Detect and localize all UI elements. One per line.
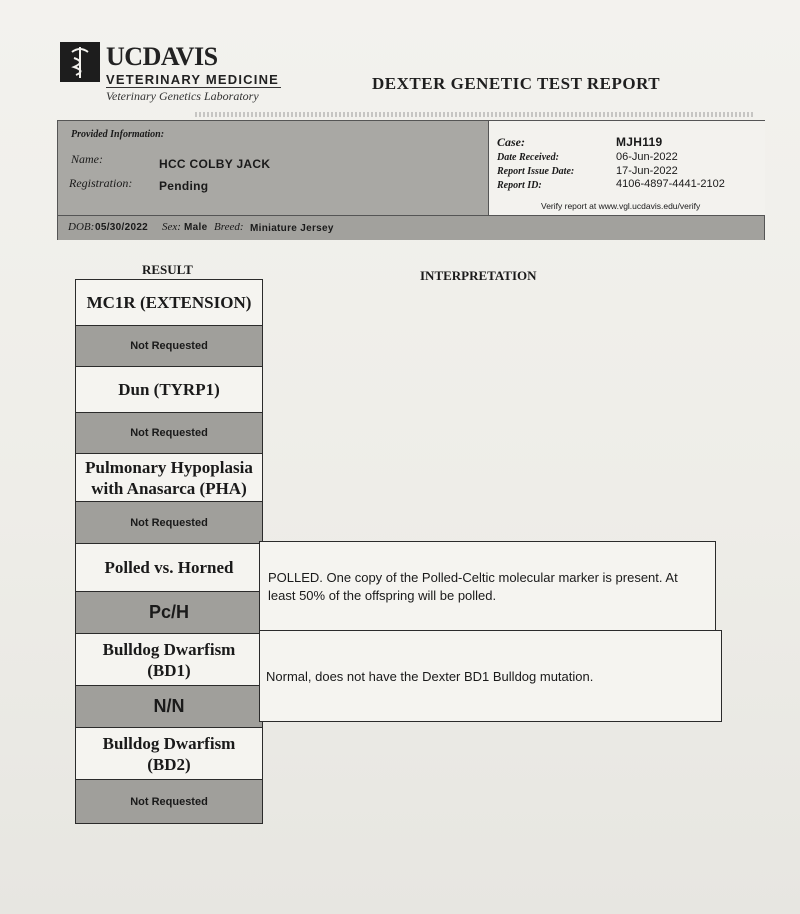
name-label: Name:: [71, 152, 103, 166]
date-received-label: Date Received:: [497, 152, 559, 163]
test-result-dun: Not Requested: [76, 413, 262, 454]
interpretation-bd1-text: Normal, does not have the Dexter BD1 Bulldog mutation.: [266, 669, 594, 684]
test-result-pha: Not Requested: [76, 502, 262, 544]
registration-label: Registration:: [69, 176, 133, 190]
breed-label: Breed:: [214, 221, 244, 233]
test-name-pha: Pulmonary Hypoplasia with Anasarca (PHA): [76, 454, 262, 502]
ucdavis-logo: [60, 42, 290, 106]
test-result-bd2: Not Requested: [76, 780, 262, 824]
test-name-dun: Dun (TYRP1): [76, 367, 262, 413]
animal-info-panel: [58, 121, 488, 215]
sex-label: Sex:: [162, 221, 181, 233]
case-info-panel: [488, 121, 765, 215]
test-result-bd1: N/N: [76, 686, 262, 728]
dob-sex-breed-bar: [58, 215, 764, 240]
report-id-value: 4106-4897-4441-2102: [616, 178, 725, 190]
caduceus-icon: [60, 42, 100, 82]
case-value: MJH119: [616, 135, 663, 149]
interpretation-polled: [259, 541, 716, 631]
registration-value: Pending: [159, 179, 209, 193]
issue-date-value: 17-Jun-2022: [616, 165, 678, 177]
test-name-bd1: Bulldog Dwarfism (BD1): [76, 634, 262, 686]
case-label: Case:: [497, 135, 525, 149]
provided-info-label: Provided Information:: [71, 129, 165, 140]
name-value: HCC COLBY JACK: [159, 157, 271, 171]
test-name-mc1r: MC1R (EXTENSION): [76, 280, 262, 326]
interpretation-polled-text: POLLED. One copy of the Polled-Celtic molecular marker is present. At least 50% of the offspring will be polled.: [268, 570, 678, 603]
stipple-divider: [195, 112, 755, 117]
logo-divider: [106, 87, 281, 88]
report-title: DEXTER GENETIC TEST REPORT: [372, 74, 661, 93]
logo-department: VETERINARY MEDICINE: [106, 72, 280, 87]
result-column-header: RESULT: [142, 262, 193, 277]
test-result-mc1r: Not Requested: [76, 326, 262, 367]
test-name-polled: Polled vs. Horned: [76, 544, 262, 592]
interpretation-bd1: [259, 630, 722, 722]
dob-label: DOB:: [68, 221, 95, 233]
result-column: [75, 279, 263, 824]
test-result-polled: Pc/H: [76, 592, 262, 634]
logo-lab-name: Veterinary Genetics Laboratory: [106, 89, 259, 103]
logo-wordmark: UCDAVIS: [106, 42, 218, 71]
breed-value: Miniature Jersey: [250, 223, 334, 234]
issue-date-label: Report Issue Date:: [497, 166, 575, 177]
date-received-value: 06-Jun-2022: [616, 151, 678, 163]
report-id-label: Report ID:: [497, 180, 542, 191]
provided-information-box: [57, 120, 765, 240]
verify-text: Verify report at www.vgl.ucdavis.edu/verify: [541, 201, 701, 211]
dob-value: 05/30/2022: [95, 222, 149, 233]
sex-value: Male: [184, 222, 208, 233]
test-name-bd2: Bulldog Dwarfism (BD2): [76, 728, 262, 780]
interpretation-column-header: INTERPRETATION: [420, 268, 537, 283]
